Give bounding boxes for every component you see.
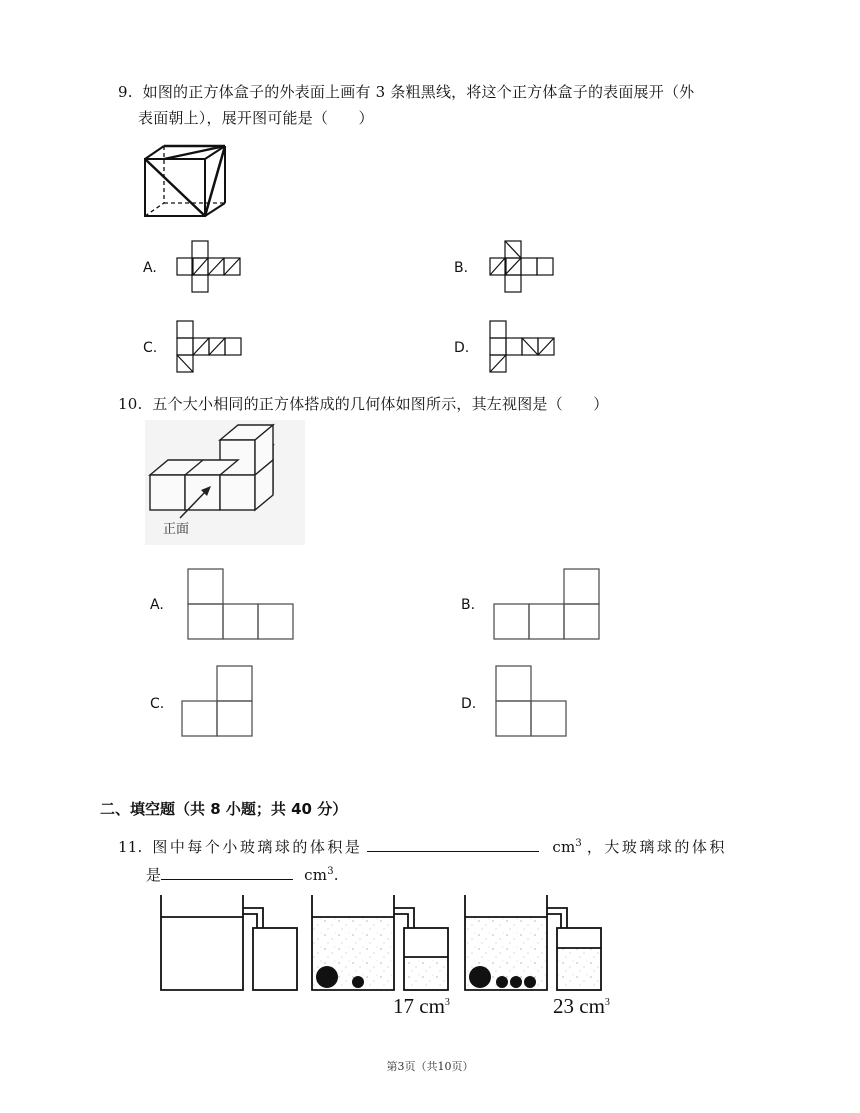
q10-option-d-view[interactable] (494, 664, 574, 744)
q10-option-c-label[interactable]: C. (150, 696, 165, 712)
q10-option-a-label[interactable]: A. (150, 597, 164, 613)
unit-a-exponent: 3 (575, 838, 582, 849)
q10-option-c-view[interactable] (180, 664, 260, 744)
volume-2-text: 23 cm (553, 994, 605, 1018)
page-footer: 第3页（共10页） (386, 1060, 474, 1073)
question-11-number: 11. (118, 838, 143, 856)
volume-2-exponent: 3 (604, 997, 610, 1008)
front-label: 正面 (163, 522, 190, 537)
answer-blank-small-ball[interactable] (367, 835, 539, 852)
question-9-line1 (118, 80, 778, 104)
q9-option-d-label[interactable]: D. (454, 340, 470, 356)
question-11-line1 (118, 832, 778, 859)
volume-label-1 (393, 994, 450, 1019)
q9-option-b-label[interactable]: B. (454, 260, 469, 276)
unit-b-exponent: 3 (327, 866, 334, 877)
q9-option-c-label[interactable]: C. (143, 340, 158, 356)
q9-option-a-label[interactable]: A. (143, 260, 157, 276)
unit-a: cm (552, 838, 576, 856)
question-9-line2: 表面朝上），展开图可能是（ ） (138, 109, 374, 127)
q9-option-a-net[interactable] (176, 240, 246, 295)
answer-blank-big-ball[interactable] (161, 863, 293, 880)
question-11-line2 (146, 860, 339, 887)
q9-option-d-net[interactable] (489, 320, 559, 375)
unit-b: cm (304, 866, 328, 884)
question-10-line (118, 392, 778, 416)
q10-option-a-view[interactable] (187, 568, 297, 643)
question-11-end: . (333, 866, 339, 884)
section-2-title: 二、填空题（共 8 小题；共 40 分） (100, 800, 348, 818)
question-10-text: 五个大小相同的正方体搭成的几何体如图所示，其左视图是（ ） (152, 395, 609, 413)
q10-option-d-label[interactable]: D. (461, 696, 477, 712)
question-9-number: 9. (118, 83, 133, 101)
q10-option-b-label[interactable]: B. (461, 597, 476, 613)
q9-option-b-net[interactable] (489, 240, 559, 295)
volume-label-2 (553, 994, 610, 1019)
volume-1-exponent: 3 (444, 997, 450, 1008)
question-10-number: 10. (118, 395, 143, 413)
question-9-text: 如图的正方体盒子的外表面上画有 3 条粗黑线，将这个正方体盒子的表面展开（外 (142, 83, 695, 101)
cube-figure (140, 142, 240, 222)
question-11-text-a: 图中每个小玻璃球的体积是 (152, 838, 363, 856)
question-11-text-b: ，大玻璃球的体积 (586, 838, 727, 856)
volume-1-text: 17 cm (393, 994, 445, 1018)
q10-option-b-view[interactable] (492, 568, 602, 643)
question-11-text-c: 是 (146, 866, 162, 884)
q9-option-c-net[interactable] (176, 320, 246, 375)
